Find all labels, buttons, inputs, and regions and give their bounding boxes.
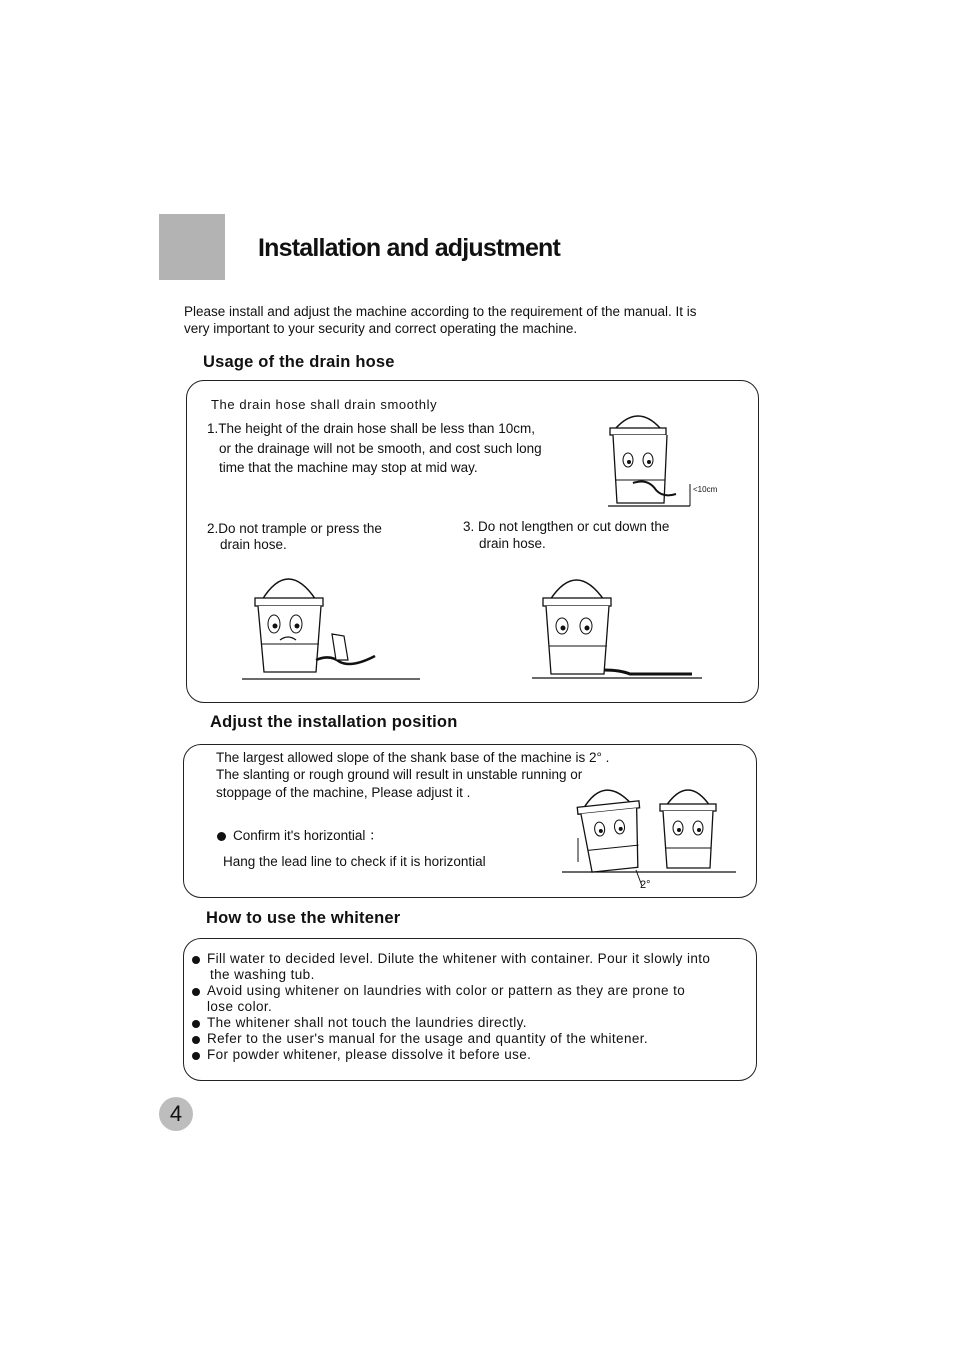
intro-line: Please install and adjust the machine according to the requirement of the manual. It is — [184, 304, 697, 319]
drain-item-2-line: drain hose. — [220, 537, 287, 552]
list-item — [192, 1015, 752, 1031]
whitener-list — [192, 951, 752, 1063]
bullet-icon — [192, 1036, 200, 1044]
drain-hose-heading: Usage of the drain hose — [203, 353, 395, 371]
bullet-icon — [192, 1052, 200, 1060]
position-line: stoppage of the machine, Please adjust it . — [216, 785, 471, 800]
machine-hose-height-illustration — [608, 408, 723, 510]
bullet-icon — [192, 988, 200, 996]
drain-item-2-line: 2.Do not trample or press the — [207, 521, 382, 536]
list-item — [192, 983, 752, 1015]
bullet-icon — [192, 1020, 200, 1028]
list-item-text: Refer to the user's manual for the usage and quantity of the whitener. — [207, 1031, 649, 1046]
position-line: The largest allowed slope of the shank base of the machine is 2° . — [216, 750, 610, 765]
list-item — [192, 1047, 752, 1063]
drain-item-3-line: drain hose. — [479, 536, 546, 551]
bullet-icon — [217, 832, 226, 841]
hose-extended-illustration — [530, 566, 706, 682]
position-heading: Adjust the installation position — [210, 713, 458, 731]
list-item-text: Fill water to decided level. Dilute the whitener with container. Pour it slowly into — [207, 951, 711, 966]
bullet-icon — [192, 956, 200, 964]
position-line: The slanting or rough ground will result in unstable running or — [216, 767, 583, 782]
list-item-text: lose color. — [207, 999, 273, 1014]
drain-item-3-line: 3. Do not lengthen or cut down the — [463, 519, 670, 534]
drain-item-1-line: 1.The height of the drain hose shall be less than 10cm, — [207, 421, 535, 436]
machine-slope-illustration — [560, 782, 738, 894]
confirm-horizontal-text: Confirm it's horizontial ： — [233, 828, 383, 843]
list-item-text: For powder whitener, please dissolve it before use. — [207, 1047, 532, 1062]
header-decoration-block — [159, 214, 225, 280]
list-item-text: The whitener shall not touch the laundries directly. — [207, 1015, 527, 1030]
drain-item-1-line: time that the machine may stop at mid way. — [219, 460, 478, 475]
hose-trampled-illustration — [240, 560, 422, 684]
page-number: 4 — [169, 1101, 183, 1126]
intro-paragraph — [184, 304, 754, 337]
list-item-text: Avoid using whitener on laundries with color or pattern as they are prone to — [207, 983, 686, 998]
drain-hose-subtitle: The drain hose shall drain smoothly — [211, 397, 438, 412]
height-limit-label: <10cm — [693, 485, 718, 494]
drain-item-1-line: or the drainage will not be smooth, and cost such long — [219, 441, 542, 456]
page-title: Installation and adjustment — [258, 234, 561, 262]
whitener-heading: How to use the whitener — [206, 909, 401, 927]
intro-line: very important to your security and correct operating the machine. — [184, 320, 578, 336]
hang-lead-line-text: Hang the lead line to check if it is horizontial — [223, 854, 486, 869]
list-item-text: the washing tub. — [210, 967, 315, 982]
list-item — [192, 951, 752, 983]
slope-angle-label: 2° — [640, 879, 651, 891]
list-item — [192, 1031, 752, 1047]
